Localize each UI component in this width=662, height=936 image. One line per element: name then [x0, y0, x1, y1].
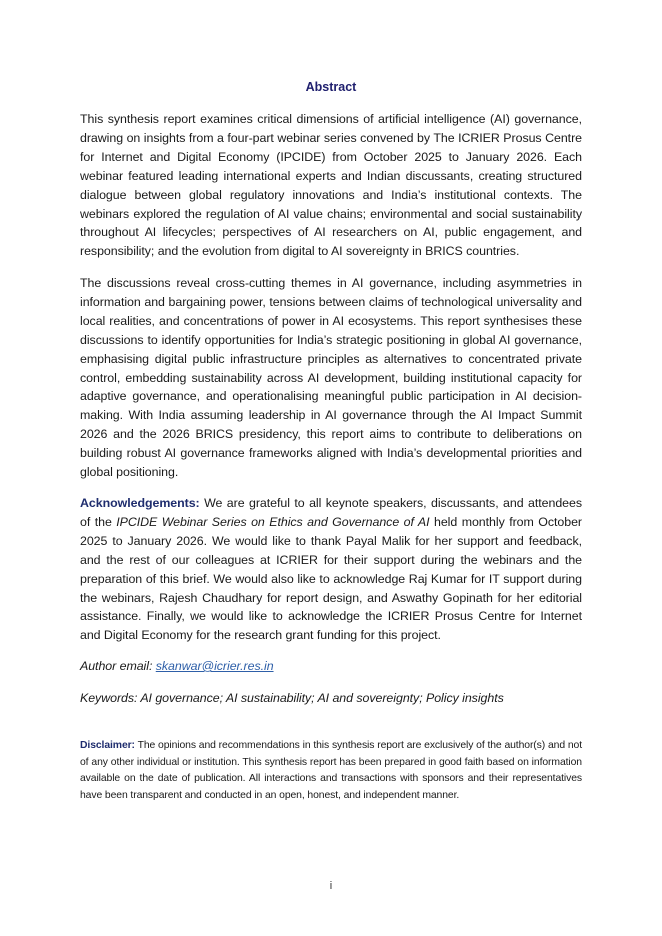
disclaimer-paragraph [80, 738, 582, 804]
abstract-title: Abstract [305, 80, 357, 94]
acknowledgements-paragraph [80, 494, 582, 645]
author-email-label: Author email: [80, 659, 156, 673]
author-email-line [80, 657, 582, 676]
page-number: i [329, 880, 333, 892]
author-email-link[interactable]: skanwar@icrier.res.in [155, 659, 274, 673]
disclaimer-text: The opinions and recommendations in this synthesis report are exclusively of the author(s) and not of any other individual or institution. This synthesis report has been prepared in good faith based on information available on the date of publication. All interactions and transactions with sponsors and their representatives have been transparent and conducted in an open, honest, and independent manner. [80, 740, 582, 801]
disclaimer-label: Disclaimer: [80, 740, 135, 751]
acknowledgements-label: Acknowledgements: [80, 496, 200, 510]
acknowledgements-text-end: held monthly from October 2025 to January 2026. We would like to thank Payal Malik for her support and feedback, and the rest of our colleagues at ICRIER for their support during the webinars and the preparation of this brief. We would also like to acknowledge Raj Kumar for IT support during the webinars, Rajesh Chaudhary for report design, and Aswathy Gopinath for her editorial assistance. Finally, we would like to acknowledge the ICRIER Prosus Centre for Internet and Digital Economy for the research grant funding for this project. [80, 514, 582, 643]
abstract-paragraph-1: This synthesis report examines critical dimensions of artificial intelligence (AI) governance, drawing on insights from a four-part webinar series convened by The ICRIER Prosus Centre for Internet and Digital Economy (IPCIDE) from October 2025 to January 2026. Each webinar featured leading international experts and Indian discussants, creating structured dialogue between global regulatory innovations and India’s institutional contexts. The webinars explored the regulation of AI value chains; environmental and social sustainability throughout AI lifecycles; perspectives of AI researchers on AI, public engagement, and responsibility; and the evolution from digital to AI sovereignty in BRICS countries. [80, 112, 582, 259]
keywords-line: Keywords: AI governance; AI sustainability; AI and sovereignty; Policy insights [80, 691, 504, 705]
webinar-series-title: IPCIDE Webinar Series on Ethics and Governance of AI [116, 514, 430, 529]
abstract-paragraph-2: The discussions reveal cross-cutting themes in AI governance, including asymmetries in information and bargaining power, tensions between claims of technological universality and local realities, and concentrations of power in AI ecosystems. This report synthesises these discussions to identify opportunities for India’s strategic positioning in global AI governance, emphasising digital public infrastructure principles as alternatives to concentrated private control, embedding sustainability across AI development, building institutional capacity for adaptive governance, and operationalising meaningful public participation in AI decision-making. With India assuming leadership in AI governance through the AI Impact Summit 2026 and the 2026 BRICS presidency, this report aims to contribute to deliberations on building robust AI governance frameworks aligned with India’s developmental priorities and global positioning. [80, 276, 582, 480]
acknowledgements-text-start: We are grateful to all keynote speakers, discussants, and attendees of the [80, 496, 582, 529]
